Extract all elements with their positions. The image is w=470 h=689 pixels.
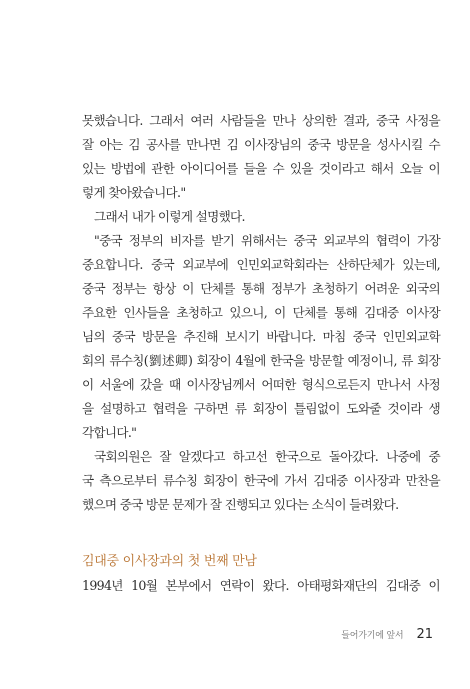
paragraph-line: 중국 정부는 항상 이 단체를 통해 정부가 초청하기 어려운 외국의 [82, 281, 440, 296]
paragraph-line: 을 설명하고 협력을 구하면 류 회장이 틀림없이 도와줄 것이라 생 [82, 401, 440, 416]
paragraph-line: 이 서울에 갔을 때 이사장님께서 어떠한 형식으로든지 만나서 사정 [82, 377, 440, 392]
paragraph-line: 잘 아는 김 공사를 만나면 김 이사장님의 중국 방문을 성사시킬 수 [82, 137, 440, 152]
paragraph-line: 했으며 중국 방문 문제가 잘 진행되고 있다는 소식이 들려왔다. [82, 497, 399, 512]
page-footer [341, 624, 433, 642]
paragraph-line: 그래서 내가 이렇게 설명했다. [94, 209, 245, 224]
paragraph-line: 주요한 인사들을 초청하고 있으니, 이 단체를 통해 김대중 이사장 [82, 305, 440, 320]
paragraph-line: 중요합니다. 중국 외교부에 인민외교학회라는 산하단체가 있는데, [82, 257, 440, 272]
paragraph-line: 국 측으로부터 류수칭 회장이 한국에 가서 김대중 이사장과 만찬을 [82, 473, 440, 488]
paragraph-line: "중국 정부의 비자를 받기 위해서는 중국 외교부의 협력이 가장 [94, 233, 440, 248]
paragraph-line: 있는 방법에 관한 아이디어를 들을 수 있을 것이라고 해서 오늘 이 [82, 161, 440, 176]
paragraph-line: 못했습니다. 그래서 여러 사람들을 만나 상의한 결과, 중국 사정을 [82, 113, 440, 128]
body-text [82, 109, 440, 598]
running-footer-title: 들어가기에 앞서 [341, 631, 404, 641]
page-number: 21 [416, 627, 433, 642]
section-spacer [82, 517, 440, 550]
section-first-line: 1994년 10월 본부에서 연락이 왔다. 아태평화재단의 김대중 이 [82, 578, 440, 593]
section-heading: 김대중 이사장과의 첫 번째 만남 [82, 554, 257, 569]
paragraph-line: 님의 중국 방문을 추진해 보시기 바랍니다. 마침 중국 인민외교학 [82, 329, 440, 344]
paragraph-line: 국회의원은 잘 알겠다고 하고선 한국으로 돌아갔다. 나중에 중 [94, 449, 440, 464]
paragraph-line: 회의 류수칭(劉述卿) 회장이 4월에 한국을 방문할 예정이니, 류 회장 [82, 353, 440, 368]
paragraph-line: 각합니다." [82, 425, 137, 440]
paragraph-line: 렇게 찾아왔습니다." [82, 185, 186, 200]
